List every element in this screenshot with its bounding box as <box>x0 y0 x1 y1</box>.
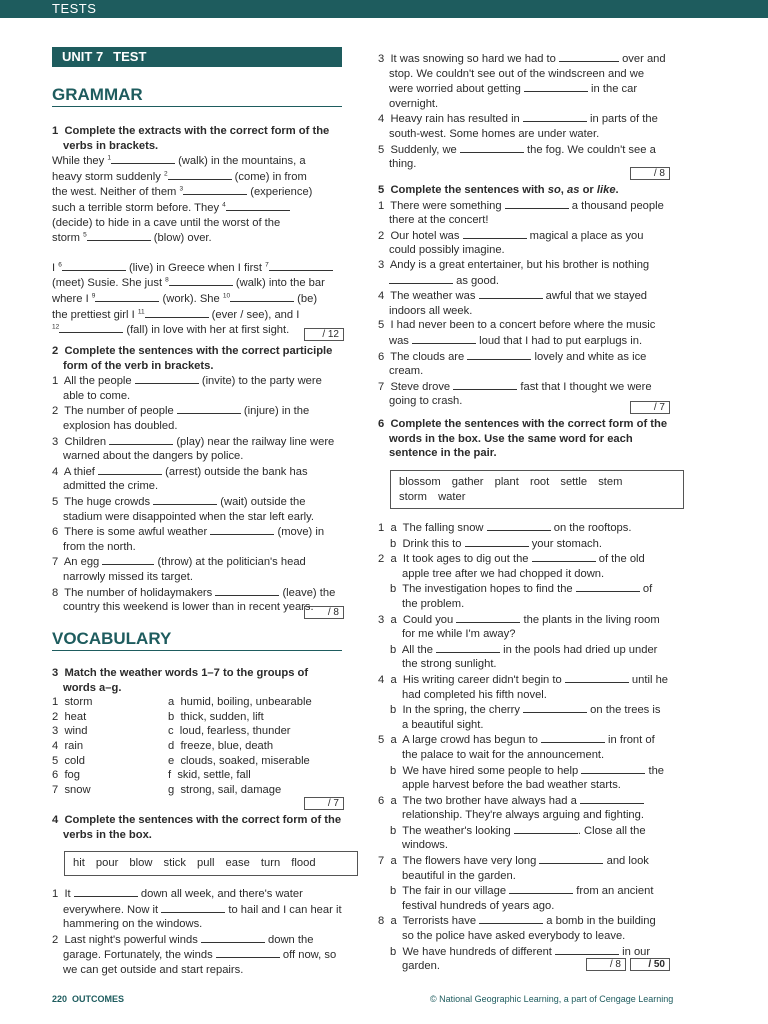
q6-heading: 6 Complete the sentences with the correct form of the words in the box. Use the same word for each sentence in the pair. <box>378 418 668 460</box>
q6-word-box-line: storm water <box>399 490 466 503</box>
q6-item: 5 a A large crowd has begun to in front of the palace to wait for the announcement. <box>378 734 655 761</box>
q2-item: 2 The number of people (injure) in the explosion has doubled. <box>52 405 310 432</box>
q1-score: / 12 <box>304 328 344 341</box>
unit-test-label: TEST <box>113 49 147 64</box>
footer-copyright: © National Geographic Learning, a part of Cengage Learning <box>430 994 674 1004</box>
q5-item: 4 The weather was awful that we stayed indoors all week. <box>378 290 648 317</box>
q6-item: 2 a It took ages to dig out the of the old apple tree after we had chopped it down. <box>378 553 645 580</box>
q3-row: 4 rain d freeze, blue, death <box>52 739 274 752</box>
question-4-items <box>52 886 342 978</box>
q6-item: b We have hundreds of different in our garden. <box>390 945 651 973</box>
q6-item: 4 a His writing career didn't begin to until he had completed his fifth novel. <box>378 673 669 701</box>
question-2 <box>52 344 342 615</box>
footer-page <box>52 994 124 1004</box>
q1-line: heavy storm suddenly $^2$ (come) in from <box>52 170 307 183</box>
question-6 <box>378 417 668 461</box>
q5-item: 5 I had never been to a concert before where the music was loud that I had to put earplugs in. <box>378 319 656 347</box>
question-1 <box>52 124 342 338</box>
q6-item: 7 a The flowers have very long and look beautiful in the garden. <box>378 855 649 882</box>
q1-line: the west. Neither of them $^3$ (experience) <box>52 185 313 199</box>
q3-row: 7 snow g strong, sail, damage <box>52 783 282 796</box>
q4-item: 3 It was snowing so hard we had to over and stop. We couldn't see out of the windscreen and we were worried about getting in the car overnight. <box>378 53 666 110</box>
q4-item: 4 Heavy rain has resulted in in parts of the south-west. Some homes are under water. <box>378 113 658 140</box>
q2-item: 6 There is some awful weather (move) in from the north. <box>52 526 325 553</box>
q3-row: 3 wind c loud, fearless, thunder <box>52 725 291 738</box>
q6-item: b The investigation hopes to find the of the problem. <box>390 583 653 610</box>
question-3 <box>52 666 342 797</box>
q6-item: 6 a The two brother have always had a relationship. They're always arguing and fighting. <box>378 794 644 822</box>
q4-word-box: hit pour blow stick pull ease turn flood <box>64 851 358 876</box>
q2-item: 3 Children (play) near the railway line were warned about the dangers by police. <box>52 435 335 463</box>
q1-line: I $^6$ (live) in Greece when I first $^7$ <box>52 260 342 276</box>
q6-word-box <box>390 470 684 509</box>
q2-item: 8 The number of holidaymakers (leave) the country this weekend is lower than in recent years. <box>52 586 336 614</box>
q4-item: 2 Last night's powerful winds down the garage. Fortunately, the winds off now, so we can get outside and start repairs. <box>52 933 337 976</box>
q1-line: such a terrible storm before. They $^4$ <box>52 200 342 216</box>
q1-line: storm $^5$ (blow) over. <box>52 231 212 245</box>
q3-row: 5 cold e clouds, soaked, miserable <box>52 754 310 767</box>
q4-heading: 4 Complete the sentences with the correct form of the verbs in the box. <box>52 814 342 841</box>
q2-item: 1 All the people (invite) to the party were able to come. <box>52 375 322 402</box>
question-5 <box>378 183 668 409</box>
book-title: OUTCOMES <box>72 994 125 1004</box>
q3-row: 2 heat b thick, sudden, lift <box>52 710 264 723</box>
q5-heading: 5 Complete the sentences with so, as or like. <box>378 184 619 196</box>
q6-score: / 8 <box>586 958 626 971</box>
q5-score: / 7 <box>630 401 670 414</box>
q6-item: b The weather's looking . Close all the windows. <box>390 824 646 852</box>
question-6-items <box>378 520 668 974</box>
q1-heading: 1 Complete the extracts with the correct form of the verbs in brackets. <box>52 125 330 152</box>
q3-score: / 7 <box>304 797 344 810</box>
q1-line: the prettiest girl I $^{11}$ (ever / see), and I <box>52 307 300 321</box>
q5-item: 6 The clouds are lovely and white as ice cream. <box>378 350 647 378</box>
q3-row: 6 fog f skid, settle, fall <box>52 769 251 782</box>
header-label: TESTS <box>52 1 97 16</box>
total-score: / 50 <box>630 958 670 971</box>
vocabulary-title: VOCABULARY <box>52 632 342 651</box>
q1-line: While they $^1$ (walk) in the mountains, a <box>52 154 306 168</box>
q1-line: where I $^9$ (work). She $^{10}$ (be) <box>52 292 318 305</box>
q3-heading: 3 Match the weather words 1–7 to the groups of words a–g. <box>52 667 309 694</box>
q5-item: 7 Steve drove fast that I thought we were going to crash. <box>378 380 652 408</box>
q6-item: b In the spring, the cherry on the trees is a beautiful sight. <box>390 704 661 731</box>
unit-banner <box>52 47 342 67</box>
page-number: 220 <box>52 994 68 1004</box>
grammar-title: GRAMMAR <box>52 88 342 107</box>
header-bar <box>0 0 768 18</box>
q6-item: b We have hired some people to help the apple harvest before the bad weather starts. <box>390 764 665 792</box>
q2-item: 5 The huge crowds (wait) outside the stadium were disappointed when the star left early. <box>52 495 315 523</box>
q6-item: 1 a The falling snow on the rooftops. <box>378 522 632 534</box>
question-4-continued <box>378 51 668 172</box>
q6-item: 8 a Terrorists have a bomb in the building so the police have asked everybody to leave. <box>378 915 656 943</box>
q2-item: 4 A thief (arrest) outside the bank has admitted the crime. <box>52 465 308 493</box>
q1-line: $^{12}$ (fall) in love with her at first sight. <box>52 323 290 337</box>
q2-item: 7 An egg (throw) at the politician's head narrowly missed its target. <box>52 556 306 583</box>
q6-item: b Drink this to your stomach. <box>390 537 602 550</box>
q1-line: (decide) to hide in a cave until the worst of the <box>52 216 281 229</box>
q5-item: 2 Our hotel was magical a place as you could possibly imagine. <box>378 229 644 257</box>
q5-item: 1 There were something a thousand people there at the concert! <box>378 199 664 227</box>
q2-heading: 2 Complete the sentences with the correct participle form of the verb in brackets. <box>52 345 333 372</box>
q5-item: 3 Andy is a great entertainer, but his brother is nothing as good. <box>378 258 650 287</box>
q3-row: 1 storm a humid, boiling, unbearable <box>52 696 312 709</box>
q6-word-box-line: blossom gather plant root settle stem <box>399 476 623 488</box>
q6-item: b All the in the pools had dried up under the strong sunlight. <box>390 643 658 671</box>
q4-item: 1 It down all week, and there's water everywhere. Now it to hail and I can hear it hammering on the windows. <box>52 888 342 931</box>
unit-label: UNIT 7 <box>62 49 104 64</box>
q4-item: 5 Suddenly, we the fog. We couldn't see a thing. <box>378 143 656 171</box>
q2-score: / 8 <box>304 606 344 619</box>
q1-line: (meet) Susie. She just $^8$ (walk) into the bar <box>52 276 325 290</box>
question-4 <box>52 813 342 842</box>
q6-item: b The fair in our village from an ancient festival hundreds of years ago. <box>390 885 654 912</box>
q4-score: / 8 <box>630 167 670 180</box>
q6-item: 3 a Could you the plants in the living room for me while I'm away? <box>378 613 660 641</box>
